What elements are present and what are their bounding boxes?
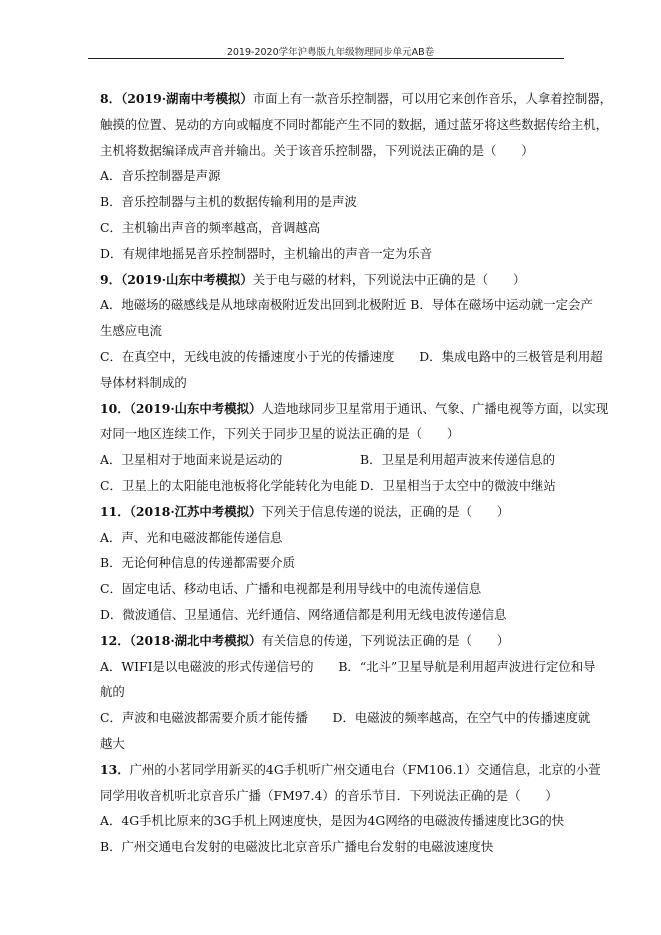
option-line: 生感应电流: [100, 323, 162, 339]
option-d: D．微波通信、卫星通信、光纤通信、网络通信都是利用无线电波传递信息: [100, 606, 507, 622]
option-line: 导体材料制成的: [100, 374, 187, 390]
option-b: B．广州交通电台发射的电磁波比北京音乐广播电台发射的电磁波速度快: [100, 839, 494, 855]
question-stem: 关于电与磁的材料，下列说法中正确的是（ ）: [252, 271, 526, 287]
question-13-line-1: [100, 757, 601, 783]
question-stem-line: 同学用收音机听北京音乐广播（FM97.4）的音乐节目．下列说法正确的是（ ）: [100, 787, 558, 803]
option-b: B．无论何种信息的传递都需要介质: [100, 555, 295, 571]
question-stem-line: 对同一地区连续工作，下列关于同步卫星的说法正确的是（ ）: [100, 426, 460, 442]
option-line: C．声波和电磁波都需要介质才能传播 D．电磁波的频率越高，在空气中的传播速度就: [100, 710, 591, 726]
option-a: A．4G手机比原来的3G手机上网速度快，是因为4G网络的电磁波传播速度比3G的快: [100, 813, 565, 829]
option-line: A．地磁场的磁感线是从地球南极附近发出回到北极附近 B．导体在磁场中运动就一定会产: [100, 297, 593, 313]
question-list: [100, 86, 613, 860]
question-stem-line: 触摸的位置、晃动的方向或幅度不同时都能产生不同的数据，通过蓝牙将这些数据传给主机，: [100, 116, 609, 132]
question-stem: 人造地球同步卫星常用于通讯、气象、广播电视等方面，以实现: [261, 400, 609, 416]
option-b: B．音乐控制器与主机的数据传输利用的是声波: [100, 194, 357, 210]
question-9-line-1: [100, 267, 562, 293]
question-number: 8．: [100, 91, 122, 106]
option-d: D．有规律地摇晃音乐控制器时，主机输出的声音一定为乐音: [100, 245, 433, 261]
option-d: D．卫星相当于太空中的微波中继站: [360, 477, 556, 493]
question-number: 10．: [100, 400, 130, 416]
option-line: C．在真空中，无线电波的传播速度小于光的传播速度 D．集成电路中的三极管是利用超: [100, 348, 603, 364]
option-row: [100, 473, 562, 499]
page-header: 2019-2020学年沪粤版九年级物理同步单元AB卷: [226, 47, 435, 58]
question-10-line-1: [100, 396, 609, 422]
option-row: [100, 447, 562, 473]
option-c: C．卫星上的太阳能电池板将化学能转化为电能: [100, 477, 358, 493]
question-source: （2018·湖北中考模拟）: [129, 632, 262, 648]
question-stem: 广州的小茗同学用新买的4G手机听广州交通电台（FM106.1）交通信息，北京的小萱: [129, 761, 601, 777]
option-c: C．主机输出声音的频率越高，音调越高: [100, 219, 321, 235]
option-line: 越大: [100, 735, 125, 751]
question-11-line-1: [100, 499, 562, 525]
question-number: 12．: [100, 632, 130, 648]
question-stem: 下列关于信息传递的说法，正确的是（ ）: [261, 503, 510, 519]
option-a: A．卫星相对于地面来说是运动的: [100, 452, 283, 468]
option-b: B．卫星是利用超声波来传递信息的: [360, 452, 555, 468]
question-source: （2018·江苏中考模拟）: [129, 503, 262, 519]
question-source: （2019·湖南中考模拟）: [121, 91, 253, 106]
question-source: （2019·山东中考模拟）: [129, 400, 262, 416]
question-8-line-1: [100, 86, 613, 112]
option-line: 航的: [100, 684, 125, 700]
question-stem-line: 主机将数据编译成声音并输出。关于该音乐控制器，下列说法正确的是（ ）: [100, 142, 534, 158]
option-a: A．声、光和电磁波都能传递信息: [100, 529, 283, 545]
question-number: 11．: [100, 503, 130, 519]
question-number: 9．: [100, 271, 122, 287]
question-number: 13．: [100, 761, 130, 777]
question-stem: 市面上有一款音乐控制器，可以用它来创作音乐，人拿着控制器，: [252, 91, 613, 106]
question-stem: 有关信息的传递，下列说法正确的是（ ）: [261, 632, 510, 648]
option-c: C．固定电话、移动电话、广播和电视都是利用导线中的电流传递信息: [100, 581, 482, 597]
option-a: A．音乐控制器是声源: [100, 168, 221, 184]
question-source: （2019·山东中考模拟）: [121, 271, 253, 287]
question-12-line-1: [100, 628, 562, 654]
option-line: A．WIFI是以电磁波的形式传递信号的 B．“北斗”卫星导航是利用超声波进行定位和导: [100, 658, 596, 674]
header-divider: [88, 58, 564, 59]
